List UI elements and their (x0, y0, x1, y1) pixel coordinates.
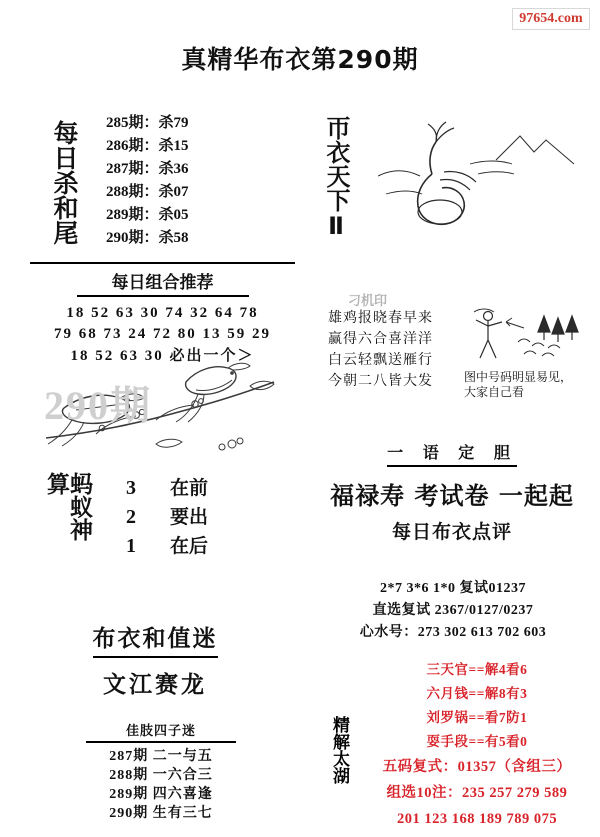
buyi-tianxia-block (322, 116, 577, 256)
crane-artwork-svg (378, 116, 578, 241)
ant-label: 蚂蚁神算 (43, 472, 92, 541)
yiyu-main-text: 福禄寿 考试卷 一起起 (330, 482, 574, 510)
poem-stamp: 刁机印 (348, 294, 388, 309)
combo-line: 18 52 63 30 74 32 64 78 (66, 305, 259, 321)
poem-note (464, 370, 572, 400)
poem-line: 今朝二八皆大发 (328, 373, 433, 389)
combo-header: 每日组合推荐 (77, 268, 249, 297)
site-watermark: 97654.com (512, 8, 590, 30)
poem-lines (328, 308, 433, 392)
four-riddle-row: 288期 一六合三 (109, 768, 213, 783)
bingyi-line1: 布衣和值迷 (93, 620, 218, 658)
daily-kill-block (48, 112, 278, 257)
daily-kill-row: 285期：杀79 (106, 115, 189, 131)
daily-kill-row: 290期：杀58 (106, 230, 189, 246)
ant-phrase: 要出 (170, 506, 209, 528)
bird-artwork-ghost-text: 290期 (44, 383, 152, 428)
taihu-row: 三天官==解4看6 (426, 662, 528, 677)
poem-block (322, 296, 584, 406)
bingyi-block (40, 620, 270, 699)
daily-kill-row: 288期：杀07 (106, 184, 189, 200)
taihu-row: 刘罗锅==看7防1 (426, 710, 528, 725)
page-title: 真精华布衣第290期 (181, 45, 419, 74)
ant-phrase: 在前 (170, 477, 209, 499)
four-riddle-row: 289期 四六喜逢 (109, 787, 213, 802)
daily-kill-label: 每日杀和尾 (50, 120, 79, 245)
yiyu-dingdan-block (322, 440, 582, 544)
poem-line: 赢得六合喜洋洋 (328, 331, 433, 347)
four-riddle-row: 287期 二一与五 (109, 749, 213, 764)
four-riddle-block (66, 720, 256, 823)
buyi-tianxia-label: 帀衣天下Ⅱ (322, 116, 350, 240)
ant-phrase: 在后 (170, 535, 209, 557)
divider (30, 262, 295, 264)
code-block (322, 578, 584, 644)
daily-kill-row: 287期：杀36 (106, 161, 189, 177)
taihu-block (322, 658, 590, 833)
combo-line: 18 52 63 30 必出一个＞ (70, 347, 255, 364)
daily-kill-row: 286期：杀15 (106, 138, 189, 154)
ant-phrases (170, 474, 208, 561)
code-line: 2*7 3*6 1*0 复试01237 (380, 581, 526, 596)
four-riddle-row: 290期 生有三七 (109, 806, 213, 821)
taihu-row: 六月钱==解8有3 (426, 686, 528, 701)
archer-artwork-svg (462, 302, 582, 372)
taihu-rows (364, 658, 590, 832)
poem-line: 雄鸡报晓春早来 (328, 310, 433, 326)
taihu-row: 耍手段==有5看0 (426, 734, 528, 749)
yiyu-sub-text: 每日布衣点评 (391, 521, 512, 543)
bird-artwork (36, 352, 286, 457)
poem-line: 白云轻飘送雁行 (328, 352, 433, 368)
taihu-bottom-line: 201 123 168 189 789 075 (396, 811, 558, 827)
ant-digits (126, 474, 136, 561)
code-line: 直选复试 2367/0127/0237 (372, 603, 534, 618)
poem-note-line: 图中号码明显易见， (464, 370, 573, 384)
taihu-bottom-line: 五码复式：01357（含组三） (382, 759, 572, 775)
ant-digit: 3 (126, 477, 136, 499)
code-line: 心水号：273 302 613 702 603 (359, 625, 547, 640)
daily-kill-row: 289期：杀05 (106, 207, 189, 223)
ant-block (40, 472, 290, 562)
ant-digit: 1 (126, 535, 136, 557)
taihu-label: 精解太湖 (329, 716, 349, 784)
yiyu-header: 一 语 定 胆 (387, 440, 517, 467)
bingyi-line2: 文江赛龙 (103, 672, 207, 698)
taihu-bottom-line: 组选10注：235 257 279 589 (386, 785, 568, 801)
four-riddle-rows (66, 747, 256, 823)
combo-line: 79 68 73 24 72 80 13 59 29 (54, 326, 271, 343)
four-riddle-header: 佳肢四子迷 (86, 720, 236, 743)
daily-kill-rows (106, 112, 189, 250)
poem-note-line: 大家自己看 (464, 385, 525, 399)
ant-digit: 2 (126, 506, 136, 528)
